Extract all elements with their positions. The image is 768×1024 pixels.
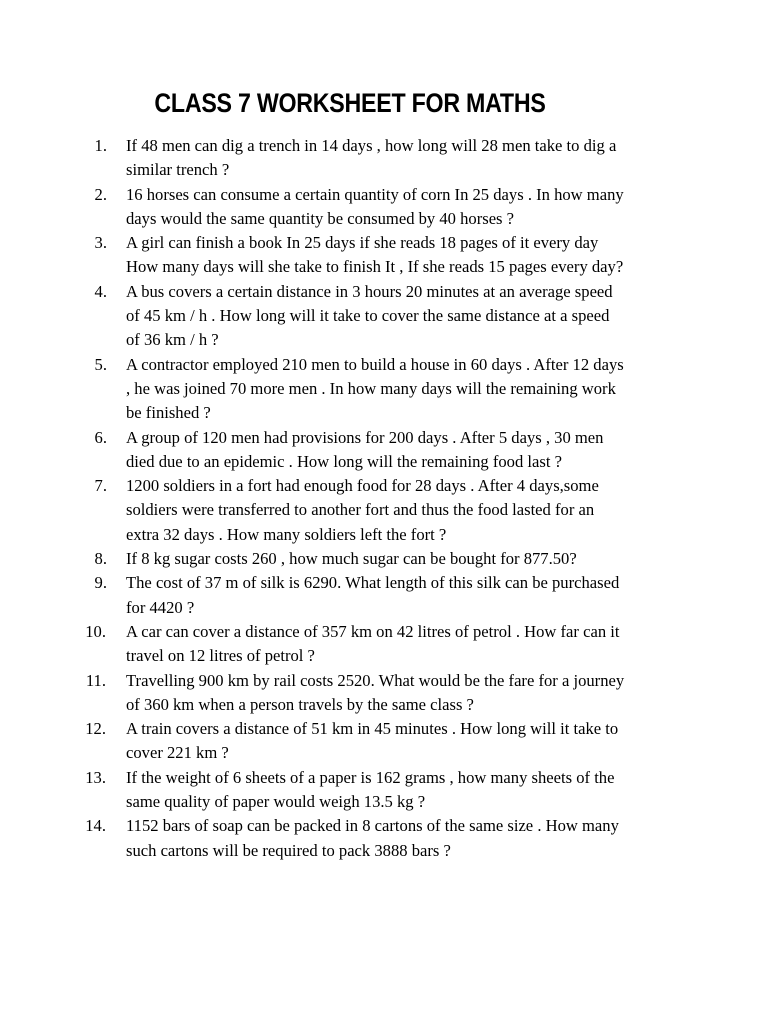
question-number: 2. <box>94 184 107 204</box>
question-number: 3. <box>94 233 107 253</box>
question-text: 16 horses can consume a certain quantity of corn In 25 days . In how many days would the same quantity be consumed by 40 horses ? <box>126 184 624 228</box>
question-number: 6. <box>94 427 107 447</box>
question-list <box>0 134 768 863</box>
question-text: If the weight of 6 sheets of a paper is 162 grams , how many sheets of the same quality of paper would weigh 13.5 kg ? <box>126 767 615 812</box>
question-number: 14. <box>85 816 106 836</box>
question-number: 13. <box>85 767 106 787</box>
question-number: 7. <box>94 476 107 496</box>
question-item <box>0 717 626 766</box>
question-item <box>0 766 626 815</box>
question-item <box>0 814 626 863</box>
question-item <box>0 426 626 475</box>
question-number: 9. <box>94 573 107 593</box>
question-item <box>0 620 626 669</box>
question-text: A train covers a distance of 51 km in 45 minutes . How long will it take to cover 221 km ? <box>126 719 619 763</box>
question-text: Travelling 900 km by rail costs 2520. What would be the fare for a journey of 360 km when a person travels by the same class ? <box>126 670 625 714</box>
question-number: 8. <box>94 549 107 569</box>
question-number: 1. <box>94 136 107 155</box>
question-text: The cost of 37 m of silk is 6290. What length of this silk can be purchased for 4420 ? <box>126 573 620 617</box>
question-number: 10. <box>85 621 106 641</box>
question-item <box>0 183 626 232</box>
question-text: A group of 120 men had provisions for 200 days . After 5 days , 30 men died due to an epidemic . How long will the remaining food last ? <box>126 427 604 471</box>
question-item <box>0 231 626 280</box>
question-item <box>0 669 626 718</box>
question-text: A bus covers a certain distance in 3 hours 20 minutes at an average speed of 45 km / h . How long will it take to cover the same distance at a speed of 36 km / h ? <box>126 281 613 350</box>
question-text: 1152 bars of soap can be packed in 8 cartons of the same size . How many such cartons will be required to pack 3888 bars ? <box>126 816 619 860</box>
question-text: If 48 men can dig a trench in 14 days , how long will 28 men take to dig a similar trench ? <box>126 136 617 180</box>
question-text: 1200 soldiers in a fort had enough food for 28 days . After 4 days,some soldiers were transferred to another fort and thus the food lasted for an extra 32 days . How many soldiers left the fort ? <box>126 476 599 544</box>
question-number: 12. <box>85 719 106 739</box>
question-number: 4. <box>94 281 107 301</box>
question-number: 11. <box>85 670 106 690</box>
question-text: A car can cover a distance of 357 km on 42 litres of petrol . How far can it travel on 12 litres of petrol ? <box>126 621 620 666</box>
worksheet-title: CLASS 7 WORKSHEET FOR MATHS <box>154 88 546 118</box>
question-text: If 8 kg sugar costs 260 , how much sugar can be bought for 877.50? <box>126 549 577 569</box>
question-item <box>0 353 626 426</box>
question-text: A contractor employed 210 men to build a house in 60 days . After 12 days , he was joined 70 more men . In how many days will the remaining work be finished ? <box>126 354 624 423</box>
question-item <box>0 280 626 353</box>
question-item <box>0 134 626 183</box>
question-item <box>0 547 626 571</box>
question-text: A girl can finish a book In 25 days if she reads 18 pages of it every day How many days will she take to finish It , If she reads 15 pages every day? <box>126 233 624 277</box>
question-item <box>0 474 626 547</box>
question-item <box>0 571 626 620</box>
question-number: 5. <box>94 354 107 374</box>
